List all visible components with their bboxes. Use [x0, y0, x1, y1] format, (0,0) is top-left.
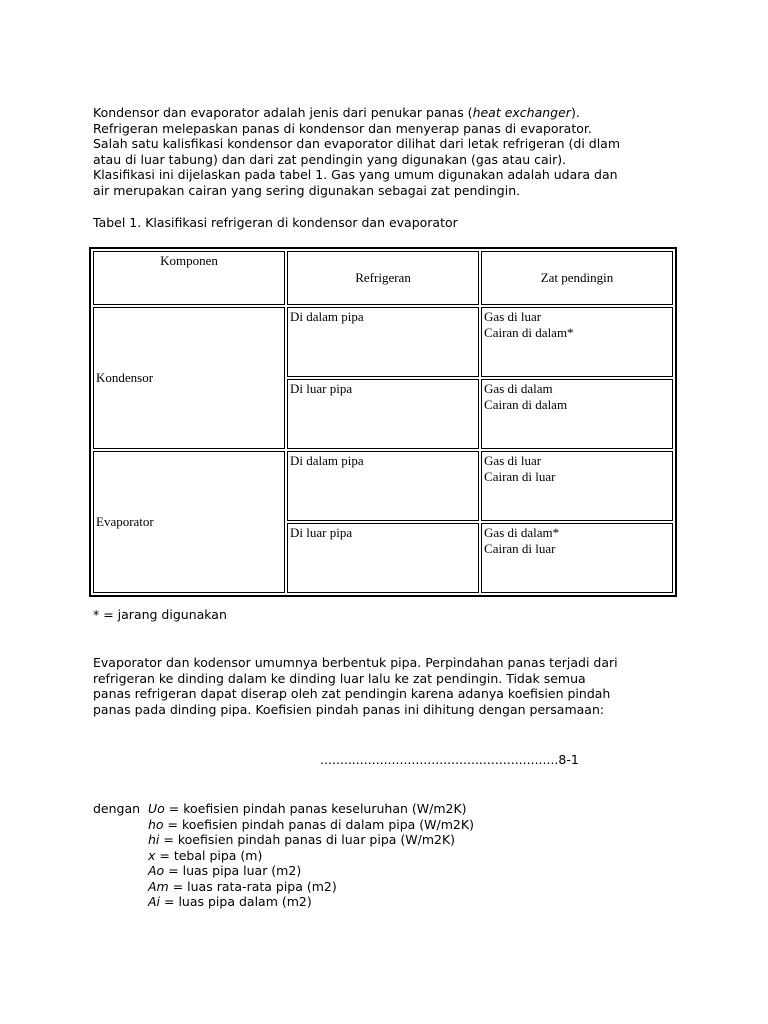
zat-line: Cairan di dalam*: [484, 325, 574, 340]
zat-line: Gas di luar: [484, 453, 542, 468]
header-refrigeran: Refrigeran: [287, 251, 479, 305]
body-paragraph: Evaporator dan kodensor umumnya berbentuk pipa. Perpindahan panas terjadi dari refrigeran ke dinding dalam ke dinding luar lalu ke zat pendingin. Tidak semua panas refrigeran dapat diserap oleh zat pendingin karena adanya koefisien pindah panas pada dinding pipa. Koefisien pindah panas ini dihitung dengan persamaan:: [93, 655, 618, 717]
refrigeran-cell: Di dalam pipa: [287, 307, 479, 377]
intro-text-rest: ). Refrigeran melepaskan panas di kondensor dan menyerap panas di evaporator. Salah satu kalisfikasi kondensor dan evaporator dilihat dari letak refrigeran (di dlam atau di luar tabung) dan dari zat pendingin yang digunakan (gas atau cair). Klasifikasi ini dijelaskan pada tabel 1. Gas yang umum digunakan adalah udara dan air merupakan cairan yang sering digunakan sebagai zat pendingin.: [93, 105, 621, 198]
zat-line: Cairan di dalam: [484, 397, 568, 412]
refrigeran-cell: Di luar pipa: [287, 379, 479, 449]
table-caption: Tabel 1. Klasifikasi refrigeran di kondensor dan evaporator: [93, 215, 458, 230]
variable-symbol: hi: [148, 832, 160, 847]
definition-row: [93, 879, 474, 895]
header-komponen: Komponen: [93, 251, 285, 305]
variable-description: = koefisien pindah panas keseluruhan (W/m2K): [164, 801, 467, 816]
variable-symbol: ho: [148, 816, 164, 832]
variable-description: = koefisien pindah panas di luar pipa (W/m2K): [159, 832, 456, 847]
variable-symbol: Am: [148, 878, 169, 894]
zat-pendingin-cell: [481, 451, 673, 521]
equation-label: ............................................................8-1: [320, 752, 579, 767]
variable-symbol: Ao: [148, 863, 165, 878]
zat-line: Cairan di luar: [484, 469, 556, 484]
zat-line: Gas di dalam*: [484, 525, 560, 540]
definition-row: [93, 832, 474, 848]
definition-row: [93, 801, 474, 817]
table-row: [93, 307, 673, 377]
intro-term: heat exchanger: [472, 105, 571, 120]
variable-description: = luas pipa dalam (m2): [160, 894, 312, 909]
header-zat-pendingin: Zat pendingin: [481, 251, 673, 305]
refrigeran-cell: Di luar pipa: [287, 523, 479, 593]
definition-row: [93, 894, 474, 910]
intro-paragraph: [93, 105, 673, 198]
refrigeran-cell: Di dalam pipa: [287, 451, 479, 521]
zat-pendingin-cell: [481, 379, 673, 449]
variable-description: = luas rata-rata pipa (m2): [168, 878, 337, 894]
zat-line: Cairan di luar: [484, 541, 556, 556]
table-footnote: * = jarang digunakan: [93, 607, 227, 622]
table-header-row: [93, 251, 673, 305]
variable-description: = luas pipa luar (m2): [164, 863, 302, 878]
zat-line: Gas di luar: [484, 309, 542, 324]
definition-row: [93, 817, 474, 833]
variable-description: = koefisien pindah panas di dalam pipa (W/m2K): [163, 816, 474, 832]
variable-description: = tebal pipa (m): [155, 847, 263, 863]
definition-row: [93, 848, 474, 864]
zat-pendingin-cell: [481, 523, 673, 593]
variable-symbol: Ai: [148, 894, 161, 909]
zat-line: Gas di dalam: [484, 381, 553, 396]
definition-row: [93, 863, 474, 879]
table-row: [93, 451, 673, 521]
zat-pendingin-cell: [481, 307, 673, 377]
component-evaporator: Evaporator: [93, 451, 285, 593]
component-kondensor: Kondensor: [93, 307, 285, 449]
definitions-prefix: dengan: [93, 801, 141, 816]
classification-table: [89, 247, 677, 597]
variable-symbol: x: [148, 847, 156, 863]
variable-symbol: Uo: [148, 801, 165, 816]
variable-definitions: [93, 801, 474, 910]
intro-text-start: Kondensor dan evaporator adalah jenis dari penukar panas (: [93, 105, 473, 120]
